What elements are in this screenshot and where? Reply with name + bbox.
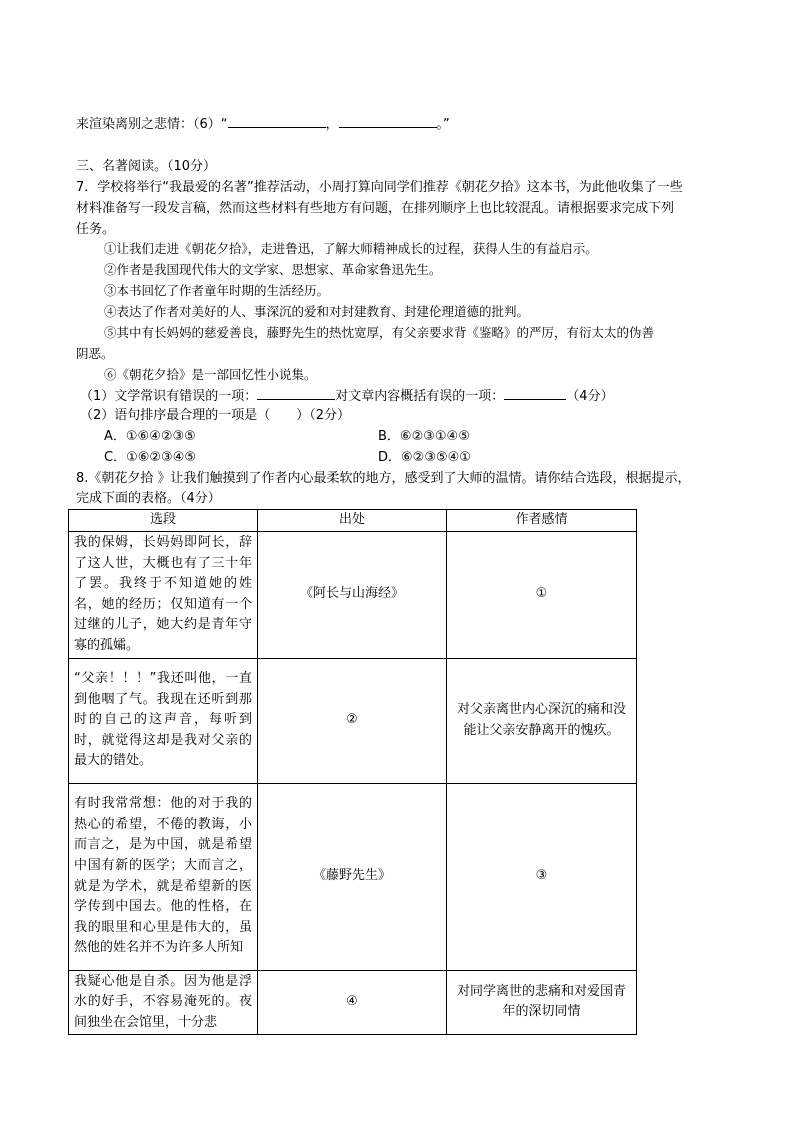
- segment-cell: 我疑心他是自杀。因为他是浮水的好手，不容易淹死的。夜间独坐在会馆里，十分悲: [69, 970, 258, 1035]
- source-cell: 《阿长与山海经》: [258, 532, 447, 659]
- header-source: 出处: [258, 510, 447, 532]
- question-7-text: 7．学校将举行“我最爱的名著”推荐活动，小周打算向同学们推荐《朝花夕拾》这本书，为此他收集了一些: [76, 180, 683, 195]
- material-item: ④表达了作者对美好的人、事深沉的爱和对封建教育、封建伦理道德的批判。: [104, 304, 530, 319]
- table-row: [69, 970, 637, 1035]
- source-cell[interactable]: ④: [258, 970, 447, 1035]
- answer-table: [68, 509, 637, 1035]
- option-b[interactable]: B．⑥②③①④⑤: [378, 429, 470, 444]
- segment-cell: 我的保姆，长妈妈即阿长，辞了这人世，大概也有了三十年了罢。我终于不知道她的姓名，她的经历；仅知道有一个过继的儿子，她大约是青年守寡的孤孀。: [69, 532, 258, 659]
- material-item: ②作者是我国现代伟大的文学家、思想家、革命家鲁迅先生。: [104, 262, 442, 277]
- sub-question-2: （2）语句排序最合理的一项是（ ）（2分）: [80, 408, 351, 423]
- question-7-text: 材料准备写一段发言稿，然而这些材料有些地方有问题，在排列顺序上也比较混乱。请根据要求完成下列: [76, 201, 675, 216]
- table-row: [69, 532, 637, 659]
- material-item: ⑤其中有长妈妈的慈爱善良，藤野先生的热忱宽厚，有父亲要求背《鉴略》的严厉，有衍太太的伪善: [104, 325, 655, 340]
- poem-fill-line: 来渲染离别之悲情：（6）“ ， 。”: [76, 113, 450, 135]
- material-item: ③本书回忆了作者童年时期的生活经历。: [104, 283, 330, 298]
- answer-blank[interactable]: [228, 113, 326, 128]
- header-segment: 选段: [69, 510, 258, 532]
- question-8-text: 完成下面的表格。（4分）: [76, 491, 221, 506]
- feeling-cell[interactable]: ①: [447, 532, 637, 659]
- table-header-row: [69, 510, 637, 532]
- feeling-cell: 对同学离世的悲痛和对爱国青年的深切同情: [447, 970, 637, 1035]
- answer-blank[interactable]: [504, 385, 566, 400]
- source-cell: 《藤野先生》: [258, 783, 447, 970]
- option-c[interactable]: C．①⑥②③④⑤: [104, 450, 197, 465]
- material-item: 阴恶。: [76, 346, 114, 361]
- question-7-text: 任务。: [76, 222, 116, 237]
- table-row: [69, 658, 637, 783]
- segment-cell: 有时我常常想：他的对于我的热心的希望，不倦的教诲，小而言之，是为中国，就是希望中国有新的医学；大而言之，就是为学术，就是希望新的医学传到中国去。他的性格，在我的眼里和心里是伟大的，虽然他的姓名并不为许多人所知: [69, 783, 258, 970]
- segment-cell: “父亲！！！”我还叫他，一直到他咽了气。我现在还听到那时的自己的这声音，每听到时，就觉得这却是我对父亲的最大的错处。: [69, 658, 258, 783]
- table-row: [69, 783, 637, 970]
- feeling-cell: 对父亲离世内心深沉的痛和没能让父亲安静离开的愧疚。: [447, 658, 637, 783]
- feeling-cell[interactable]: ③: [447, 783, 637, 970]
- option-d[interactable]: D．⑥②③⑤④①: [378, 450, 471, 465]
- header-feeling: 作者感情: [447, 510, 637, 532]
- source-cell[interactable]: ②: [258, 658, 447, 783]
- section-title: 三、名著阅读。（10分）: [76, 159, 217, 174]
- answer-blank[interactable]: [257, 385, 335, 400]
- answer-blank[interactable]: [339, 113, 437, 128]
- material-item: ①让我们走进《朝花夕拾》，走进鲁迅，了解大师精神成长的过程，获得人生的有益启示。: [104, 241, 598, 256]
- material-item: ⑥《朝花夕拾》是一部回忆性小说集。: [104, 367, 317, 382]
- question-8-text: 8.《朝花夕拾 》让我们触摸到了作者内心最柔软的地方，感受到了大师的温情。请你结合选段，根据提示，: [76, 471, 691, 486]
- option-a[interactable]: A．①⑥④②③⑤: [104, 429, 196, 444]
- sub-question-1: （1）文学常识有错误的一项： 对文章内容概括有误的一项： （4分）: [80, 385, 614, 407]
